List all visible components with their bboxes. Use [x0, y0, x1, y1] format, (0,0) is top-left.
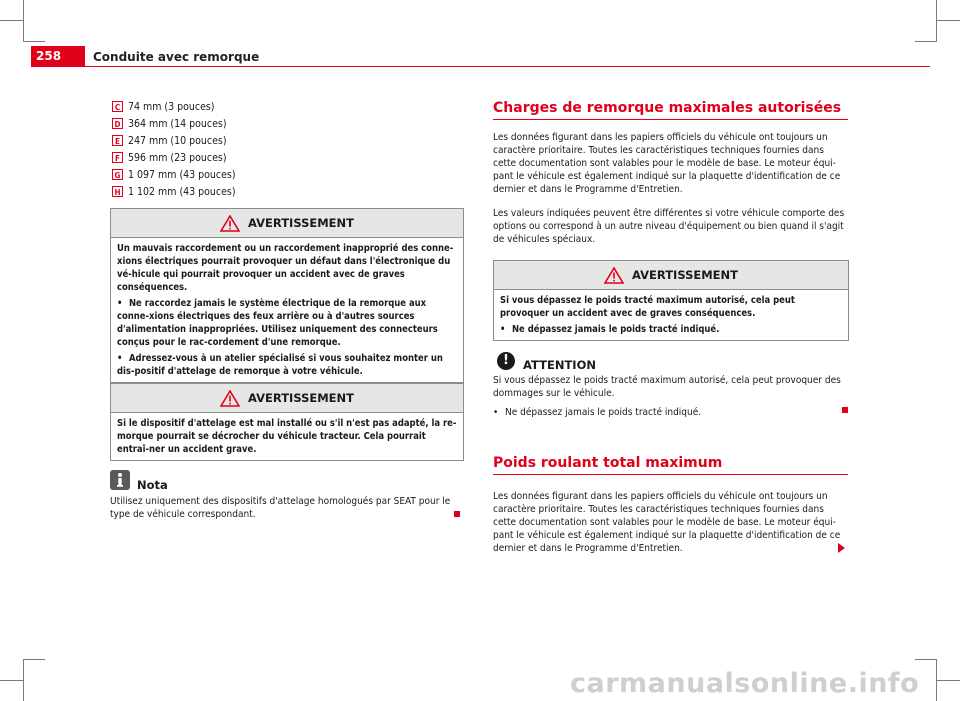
letter-badge: H — [112, 186, 123, 197]
crop-mark — [23, 0, 24, 20]
warning-body — [111, 413, 463, 460]
watermark: carmanualsonline.info — [570, 668, 920, 699]
bullet-icon: • — [117, 353, 123, 364]
crop-mark — [23, 41, 45, 42]
crop-mark — [936, 0, 937, 42]
warning-bullet-text: Adressez-vous à un atelier spécialisé si vous souhaitez monter un dis-positif d'attelage de remorque à votre véhicule. — [117, 353, 443, 377]
warning-header — [111, 384, 463, 413]
letter-badge: F — [112, 152, 123, 163]
header-rule — [85, 66, 930, 67]
warning-box-hitch — [110, 383, 464, 461]
crop-mark — [937, 680, 960, 681]
dimension-value: 364 mm (14 pouces) — [128, 117, 227, 130]
section-title-poids: Poids roulant total maximum — [493, 455, 723, 471]
warning-body — [111, 238, 463, 382]
section-title-charges: Charges de remorque maximales autorisées — [493, 100, 842, 116]
section-rule — [493, 119, 848, 120]
bullet-icon: • — [493, 407, 499, 418]
warning-bullet-text: Ne raccordez jamais le système électrique de la remorque aux conne-xions électriques des feux arrière ou à d'autres sources d'alimentation inappropriées. Utilisez uniquement des connecteurs conçus pour le rac-cordement d'une remorque. — [117, 298, 438, 348]
list-item — [112, 166, 236, 183]
dimension-value: 74 mm (3 pouces) — [128, 100, 215, 113]
warning-box-electrical — [110, 208, 464, 383]
crop-mark — [915, 659, 937, 660]
attention-text: Si vous dépassez le poids tracté maximum autorisé, cela peut provoquer des dommages sur le véhicule. — [493, 375, 841, 399]
warning-triangle-icon — [220, 390, 240, 407]
warning-triangle-icon — [220, 215, 240, 232]
warning-header — [494, 261, 848, 290]
section-end-mark — [454, 511, 460, 517]
dimension-value: 247 mm (10 pouces) — [128, 134, 227, 147]
warning-text: Si vous dépassez le poids tracté maximum autorisé, cela peut provoquer un accident avec de graves conséquences. — [500, 295, 795, 319]
list-item — [112, 132, 236, 149]
warning-body — [494, 290, 848, 340]
warning-bullet — [500, 323, 842, 336]
dimension-list — [112, 98, 236, 200]
crop-mark — [0, 680, 23, 681]
crop-mark — [23, 659, 45, 660]
section-paragraph: Les données figurant dans les papiers officiels du véhicule ont toujours un caractère prioritaire. Toutes les caractéristiques techniques fournies dans cette documentation sont valables pour le modèle de base. Le moteur équi-pant le véhicule est également indiqué sur la plaquette d'identification de ce dernier et dans le Programme d'Entretien. — [493, 491, 841, 554]
warning-title: AVERTISSEMENT — [247, 216, 354, 230]
crop-mark — [23, 659, 24, 701]
attention-bullet-text: Ne dépassez jamais le poids tracté indiqué. — [505, 407, 702, 418]
list-item — [112, 98, 236, 115]
warning-box-weight — [493, 260, 849, 341]
crop-mark — [915, 41, 937, 42]
info-icon — [110, 470, 130, 490]
warning-bullet — [117, 297, 457, 349]
warning-bullet-text: Ne dépassez jamais le poids tracté indiqué. — [512, 324, 720, 335]
warning-header — [111, 209, 463, 238]
section-paragraph: Les données figurant dans les papiers officiels du véhicule ont toujours un caractère prioritaire. Toutes les caractéristiques techniques fournies dans cette documentation sont valables pour le modèle de base. Le moteur équi-pant le véhicule est également indiqué sur la plaquette d'identification de ce dernier et dans le Programme d'Entretien. — [493, 132, 841, 195]
continue-arrow-icon — [838, 543, 845, 553]
letter-badge: E — [112, 135, 123, 146]
warning-title: AVERTISSEMENT — [631, 268, 738, 282]
bullet-icon: • — [500, 324, 506, 335]
section-paragraph: Les valeurs indiquées peuvent être différentes si votre véhicule comporte des options ou correspond à un autre niveau d'équipement ou bien quand il s'agit de véhicules spéciaux. — [493, 208, 845, 245]
page-title: Conduite avec remorque — [93, 50, 260, 64]
crop-mark — [0, 20, 23, 21]
list-item — [112, 149, 236, 166]
section-rule — [493, 474, 848, 475]
list-item — [112, 183, 236, 200]
dimension-value: 1 102 mm (43 pouces) — [128, 185, 236, 198]
letter-badge: G — [112, 169, 123, 180]
attention-title: ATTENTION — [523, 358, 596, 372]
letter-badge: C — [112, 101, 123, 112]
warning-bullet — [117, 352, 457, 378]
warning-text: Si le dispositif d'attelage est mal installé ou s'il n'est pas adapté, la re-morque pourrait se décrocher du véhicule tracteur. Cela pourrait entraî-ner un accident grave. — [117, 418, 457, 455]
page-number: 258 — [36, 49, 62, 63]
attention-icon: ! — [497, 352, 515, 370]
dimension-value: 1 097 mm (43 pouces) — [128, 168, 236, 181]
warning-text: Un mauvais raccordement ou un raccordement inapproprié des conne-xions électriques pourrait provoquer un défaut dans l'électronique du vé-hicule qui pourrait provoquer un accident avec de graves conséquences. — [117, 243, 454, 293]
crop-mark — [23, 20, 24, 42]
attention-bullet — [493, 406, 848, 419]
list-item — [112, 115, 236, 132]
crop-mark — [936, 659, 937, 701]
section-end-mark — [842, 407, 848, 413]
bullet-icon: • — [117, 298, 123, 309]
warning-triangle-icon — [604, 267, 624, 284]
warning-title: AVERTISSEMENT — [247, 391, 354, 405]
note-text: Utilisez uniquement des dispositifs d'attelage homologués par SEAT pour le type de véhicule correspondant. — [110, 496, 451, 520]
letter-badge: D — [112, 118, 123, 129]
dimension-value: 596 mm (23 pouces) — [128, 151, 227, 164]
note-title: Nota — [137, 478, 168, 492]
crop-mark — [937, 20, 960, 21]
